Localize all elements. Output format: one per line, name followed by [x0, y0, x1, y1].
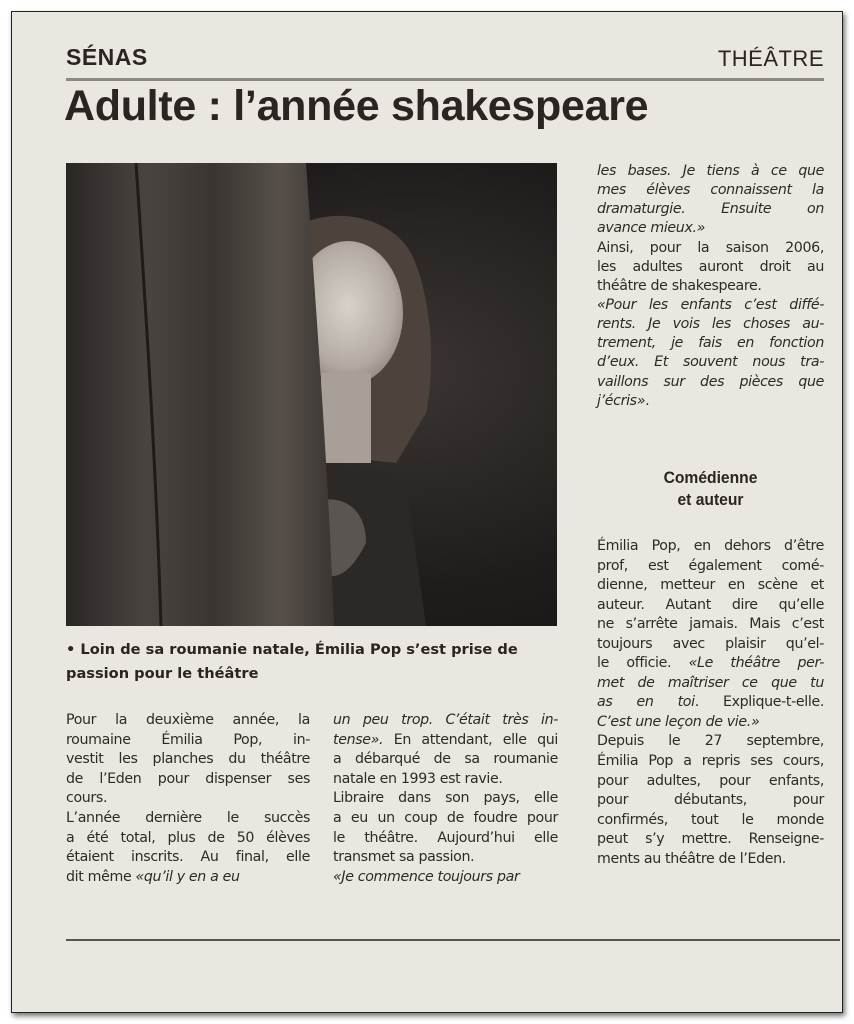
header-rule — [66, 78, 824, 81]
text-line — [597, 850, 824, 870]
quote-text: tense». — [333, 731, 384, 748]
text-line — [597, 334, 824, 353]
body-text: a débarqué de sa roumanie — [333, 751, 558, 768]
quote-text: trement, je fais en fonction — [597, 335, 824, 352]
text-line — [66, 868, 310, 888]
body-text: auteur. Autant dire qu’elle — [597, 596, 824, 613]
body-text: le théâtre. Aujourd’hui elle — [333, 829, 558, 846]
text-line — [597, 315, 824, 334]
body-text: Libraire dans son pays, elle — [333, 790, 558, 807]
text-line — [597, 353, 824, 372]
text-line — [597, 674, 824, 694]
body-text: . Explique-t-elle. — [694, 694, 824, 711]
text-line — [597, 752, 824, 772]
quote-text: «Je commence toujours par — [333, 868, 520, 885]
quote-text: rents. Je vois les choses au- — [597, 316, 824, 333]
body-text: a eu un coup de foudre pour — [333, 809, 558, 826]
text-line — [597, 537, 824, 557]
body-text: natale en 1993 est ravie. — [333, 770, 503, 787]
body-text: pour débutants, pour — [597, 792, 824, 809]
body-text: Pour la deuxième année, la — [66, 712, 310, 728]
photo-caption — [66, 638, 556, 686]
quote-text: met de maîtriser ce que tu — [597, 674, 824, 691]
body-text: L’année dernière le succès — [66, 809, 310, 826]
article-title: Adulte : l’année shakespeare — [64, 82, 649, 130]
text-line — [597, 258, 824, 277]
body-text: de l’Eden pour dispenser ses — [66, 770, 310, 787]
text-line — [597, 576, 824, 596]
quote-text: mes élèves connaissent la — [597, 182, 824, 199]
text-line — [597, 791, 824, 811]
body-text: les adultes auront droit au — [597, 258, 824, 275]
body-text: théâtre de shakespeare. — [597, 277, 762, 294]
text-line — [597, 392, 824, 411]
text-line — [597, 615, 824, 635]
text-line — [333, 770, 558, 790]
rubric-label: THÉÂTRE — [717, 46, 824, 71]
body-text: toujours avec plaisir qu’el- — [597, 635, 824, 652]
column-1 — [66, 711, 310, 887]
body-text: prof, est également comé- — [597, 557, 824, 574]
text-line — [597, 772, 824, 792]
body-text: dienne, metteur en scène et — [597, 577, 824, 594]
quote-text: j’écris» — [597, 392, 646, 409]
body-text: Ainsi, pour la saison 2006, — [597, 239, 824, 256]
body-text: Depuis le 27 septembre, — [597, 733, 824, 750]
quote-text: un peu trop. C’était très in- — [333, 712, 558, 728]
text-line — [66, 809, 310, 829]
subheading — [606, 467, 815, 511]
section-label: SÉNAS — [66, 44, 148, 70]
quote-text: dramaturgie. Ensuite on — [597, 201, 824, 218]
text-line — [597, 693, 824, 713]
body-text: peut s’y mettre. Renseigne- — [597, 831, 824, 848]
body-text: vestit les planches du théâtre — [66, 751, 310, 768]
text-line — [66, 829, 310, 849]
caption-line: passion pour le théâtre — [66, 665, 259, 682]
text-line — [66, 848, 310, 868]
body-text: . — [645, 392, 650, 409]
quote-text: vaillons sur des pièces que — [597, 373, 824, 390]
text-line — [597, 713, 824, 733]
column-3-bottom — [597, 537, 824, 869]
text-line — [597, 219, 824, 238]
quote-text: les bases. Je tiens à ce que — [597, 163, 824, 179]
body-text: Émilia Pop a repris ses cours, — [597, 753, 824, 770]
quote-text: «Le théâtre per- — [688, 655, 824, 672]
text-line — [597, 732, 824, 752]
column-2 — [333, 711, 558, 887]
quote-text: «qu’il y en a eu — [135, 868, 240, 885]
text-line — [66, 731, 310, 751]
text-line — [597, 373, 824, 392]
quote-text: C’est une leçon de vie.» — [597, 713, 760, 730]
text-line — [333, 789, 558, 809]
text-line — [333, 868, 558, 888]
body-text: Émilia Pop, en dehors d’être — [597, 538, 824, 554]
body-text: roumaine Émilia Pop, in- — [66, 731, 310, 748]
footer-rule — [66, 939, 840, 941]
text-line — [597, 654, 824, 674]
body-text: ne s’arrête jamais. Mais c’est — [597, 616, 824, 633]
quote-text: d’eux. Et souvent nous tra- — [597, 354, 824, 371]
subheading-line: et auteur — [677, 490, 744, 509]
text-line — [597, 635, 824, 655]
text-line — [597, 181, 824, 200]
text-line — [333, 731, 558, 751]
text-line — [597, 162, 824, 181]
quote-text: as en toi — [597, 694, 695, 711]
body-text: le officie. — [597, 655, 689, 672]
body-text: pour adultes, pour enfants, — [597, 772, 824, 789]
article-photo — [66, 163, 557, 626]
body-text: a été total, plus de 50 élèves — [66, 829, 310, 846]
body-text: En attendant, elle qui — [383, 731, 558, 748]
body-text: ments au théâtre de l’Eden. — [597, 850, 786, 867]
text-line — [66, 750, 310, 770]
subheading-line: Comédienne — [663, 468, 758, 487]
text-line — [333, 750, 558, 770]
caption-line: • Loin de sa roumanie natale, Émilia Pop s’est prise de — [66, 641, 518, 658]
text-line — [597, 557, 824, 577]
text-line — [597, 811, 824, 831]
text-line — [66, 789, 310, 809]
text-line — [333, 848, 558, 868]
quote-text: avance mieux.» — [597, 220, 706, 237]
text-line — [597, 296, 824, 315]
text-line — [597, 830, 824, 850]
text-line — [597, 596, 824, 616]
body-text: étaient inscrits. Au final, elle — [66, 849, 310, 866]
body-text: confirmés, tout le monde — [597, 811, 824, 828]
text-line — [333, 809, 558, 829]
text-line — [66, 770, 310, 790]
body-text: dit même — [66, 868, 136, 885]
text-line — [597, 200, 824, 219]
quote-text: «Pour les enfants c’est diffé- — [597, 296, 824, 313]
text-line — [66, 711, 310, 731]
photo-woman-behind-curtain — [66, 163, 557, 626]
text-line — [597, 277, 824, 296]
body-text: transmet sa passion. — [333, 849, 475, 866]
text-line — [597, 239, 824, 258]
text-line — [333, 829, 558, 849]
body-text: cours. — [66, 790, 108, 807]
text-line — [333, 711, 558, 731]
column-3-top — [597, 162, 824, 411]
